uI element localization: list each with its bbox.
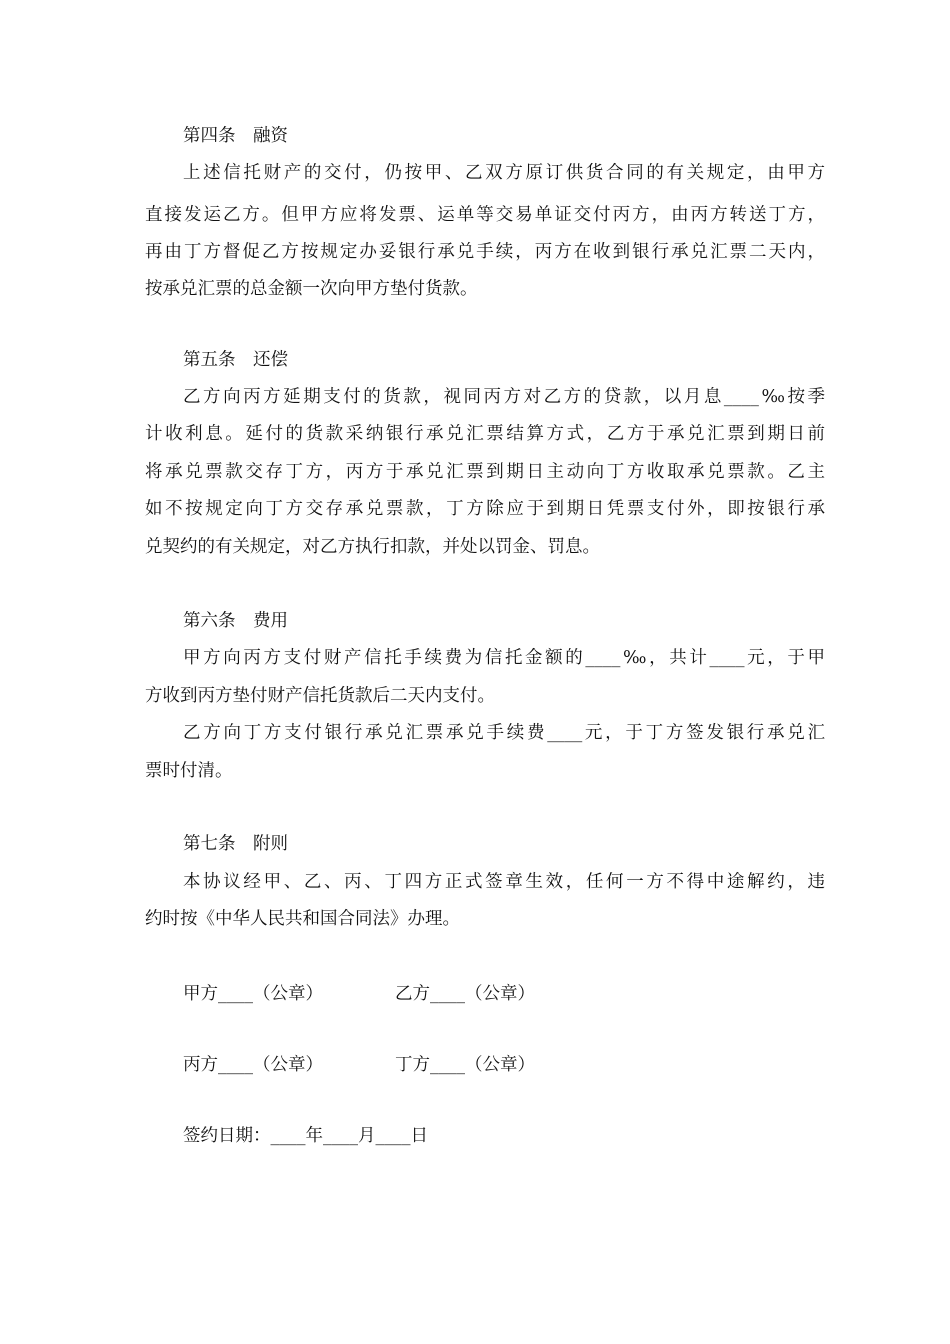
section-7-line-2: 约时按《中华人民共和国合同法》办理。 xyxy=(145,909,460,929)
party-b-signature: 乙方____（公章） xyxy=(395,984,535,1004)
section-5-line-4: 如不按规定向丁方交存承兑票款，丁方除应于到期日凭票支付外，即按银行承 xyxy=(145,499,825,519)
section-6-p1-line-1: 甲方向丙方支付财产信托手续费为信托金额的____‰，共计____元，于甲 xyxy=(183,648,825,668)
section-7-line-1: 本协议经甲、乙、丙、丁四方正式签章生效，任何一方不得中途解约，违 xyxy=(183,872,825,892)
section-6-p2-line-1: 乙方向丁方支付银行承兑汇票承兑手续费____元，于丁方签发银行承兑汇 xyxy=(183,723,825,743)
section-4-line-4: 按承兑汇票的总金额一次向甲方垫付货款。 xyxy=(145,279,478,299)
section-7-heading: 第七条 附则 xyxy=(183,834,288,854)
section-5-line-1: 乙方向丙方延期支付的货款，视同丙方对乙方的贷款，以月息____‰按季 xyxy=(183,387,825,407)
section-5-line-5: 兑契约的有关规定，对乙方执行扣款，并处以罚金、罚息。 xyxy=(145,537,600,557)
party-a-signature: 甲方____（公章） xyxy=(183,984,323,1004)
party-d-signature: 丁方____（公章） xyxy=(395,1055,535,1075)
section-5-heading: 第五条 还偿 xyxy=(183,350,288,370)
party-c-signature: 丙方____（公章） xyxy=(183,1055,323,1075)
section-6-p1-line-2: 方收到丙方垫付财产信托货款后二天内支付。 xyxy=(145,686,495,706)
section-5-line-2: 计收利息。延付的货款采纳银行承兑汇票结算方式，乙方于承兑汇票到期日前 xyxy=(145,424,825,444)
section-5-line-3: 将承兑票款交存丁方，丙方于承兑汇票到期日主动向丁方收取承兑票款。乙主 xyxy=(145,462,825,482)
section-4-heading: 第四条 融资 xyxy=(183,126,288,146)
section-4-line-1: 上述信托财产的交付，仍按甲、乙双方原订供货合同的有关规定，由甲方 xyxy=(183,163,825,183)
section-6-p2-line-2: 票时付清。 xyxy=(145,761,233,781)
section-4-line-2: 直接发运乙方。但甲方应将发票、运单等交易单证交付丙方，由丙方转送丁方， xyxy=(145,205,825,225)
sign-date: 签约日期：____年____月____日 xyxy=(183,1126,428,1146)
section-4-line-3: 再由丁方督促乙方按规定办妥银行承兑手续，丙方在收到银行承兑汇票二天内， xyxy=(145,242,825,262)
section-6-heading: 第六条 费用 xyxy=(183,611,288,631)
